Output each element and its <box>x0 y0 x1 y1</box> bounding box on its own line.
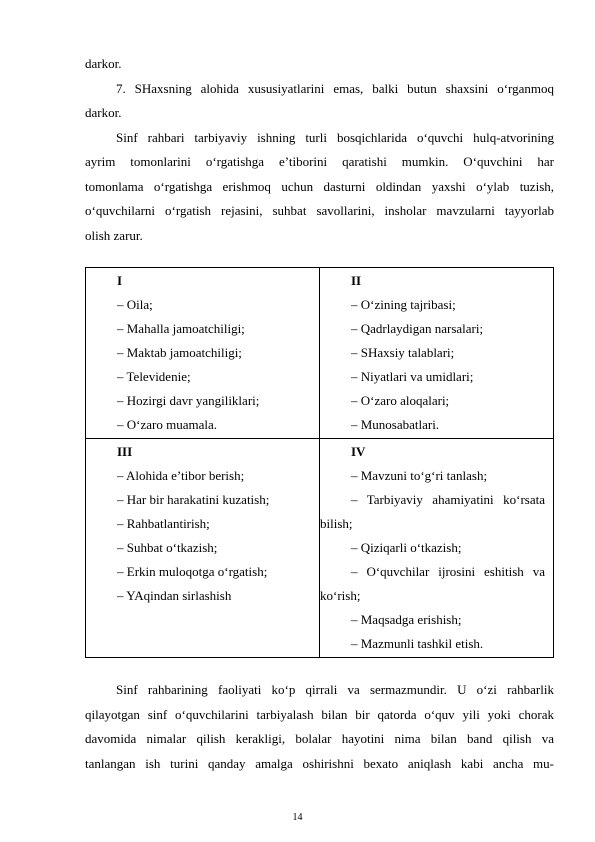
item-7 <box>85 77 554 126</box>
item-7-line-1: 7. SHaxsning alohida xususiyatlarini emas, balki butun shaxsini o‘rganmoq <box>116 80 554 96</box>
list-item: – Maktab jamoatchiligi; <box>117 345 242 360</box>
para1-line-3: tomonlama o‘rgatishga erishmoq uchun dasturni oldindan yaxshi o‘ylab tuzish, <box>85 178 554 194</box>
list-item: – Mazmunli tashkil etish. <box>351 636 484 651</box>
para1-line-5: olish zarur. <box>85 227 143 243</box>
list-item: – Alohida e’tibor berish; <box>117 468 245 483</box>
list-item: – Erkin muloqotga o‘rgatish; <box>117 564 268 579</box>
table-cell-1 <box>86 268 320 439</box>
list-item: – YAqindan sirlashish <box>117 588 232 603</box>
table-row <box>86 439 554 658</box>
list-item: – Oila; <box>117 297 153 312</box>
line-darkor: darkor. <box>85 56 122 71</box>
list-item: – Hozirgi davr yangiliklari; <box>117 393 260 408</box>
cell-2-heading: II <box>351 273 362 288</box>
page-number: 14 <box>292 812 303 823</box>
list-item <box>320 488 545 536</box>
list-item: – Qadrlaydigan narsalari; <box>351 321 484 336</box>
paragraph-1 <box>85 126 554 249</box>
list-item: – O‘zaro muamala. <box>117 417 217 432</box>
page-body <box>85 52 554 776</box>
para1-line-2: ayrim tomonlarini o‘rgatishga e’tiborini qaratishi mumkin. O‘quvchini har <box>85 154 554 169</box>
paragraph-2 <box>85 678 554 776</box>
list-item-line: – O‘quvchilar ijrosini eshitish va <box>351 564 545 579</box>
study-areas-table <box>85 267 554 658</box>
list-item: – Munosabatlari. <box>351 417 440 432</box>
para2-line-1: Sinf rahbarining faoliyati ko‘p qirrali va sermazmundir. U o‘zi rahbarlik <box>116 682 554 697</box>
list-item: – Qiziqarli o‘tkazish; <box>351 540 462 555</box>
item-7-line-2: darkor. <box>85 105 122 120</box>
list-item: – Mavzuni to‘g‘ri tanlash; <box>351 468 488 483</box>
table-cell-3 <box>86 439 320 658</box>
para2-line-4: tanlangan ish turini qanday amalga oshirishni bexato aniqlash kabi ancha mu- <box>85 755 554 771</box>
list-item: – Niyatlari va umidlari; <box>351 369 474 384</box>
list-item: – SHaxsiy talablari; <box>351 345 455 360</box>
list-item: – Televidenie; <box>117 369 191 384</box>
cell-4-heading: IV <box>351 444 366 459</box>
list-item-line: – Tarbiyaviy ahamiyatini ko‘rsata <box>351 492 545 507</box>
cell-3-heading: III <box>117 444 133 459</box>
para2-line-3: davomida nimalar qilish kerakligi, bolalar hayotini nima bilan band qilish va <box>85 731 554 746</box>
list-item: – Har bir harakatini kuzatish; <box>117 492 270 507</box>
para1-line-1: Sinf rahbari tarbiyaviy ishning turli bosqichlarida o‘quvchi hulq-atvorining <box>116 129 554 145</box>
list-item: – O‘zining tajribasi; <box>351 297 456 312</box>
list-item-continuation: ko‘rish; <box>320 588 361 603</box>
cell-1-heading: I <box>117 273 123 288</box>
list-item: – Maqsadga erishish; <box>351 612 462 627</box>
table-cell-4 <box>320 439 554 658</box>
list-item: – Mahalla jamoatchiligi; <box>117 321 245 336</box>
table-cell-2 <box>320 268 554 439</box>
list-item: – Suhbat o‘tkazish; <box>117 540 218 555</box>
list-item: – O‘zaro aloqalari; <box>351 393 450 408</box>
list-item: – Rahbatlantirish; <box>117 516 210 531</box>
para1-line-4: o‘quvchilarni o‘rgatish rejasini, suhbat savollarini, insholar mavzularni tayyorlab <box>85 203 554 218</box>
list-item <box>320 560 545 608</box>
table-row <box>86 268 554 439</box>
para2-line-2: qilayotgan sinf o‘quvchilarini tarbiyalash bilan bir qatorda o‘quv yili yoki chorak <box>85 706 554 722</box>
list-item-continuation: bilish; <box>320 516 353 531</box>
